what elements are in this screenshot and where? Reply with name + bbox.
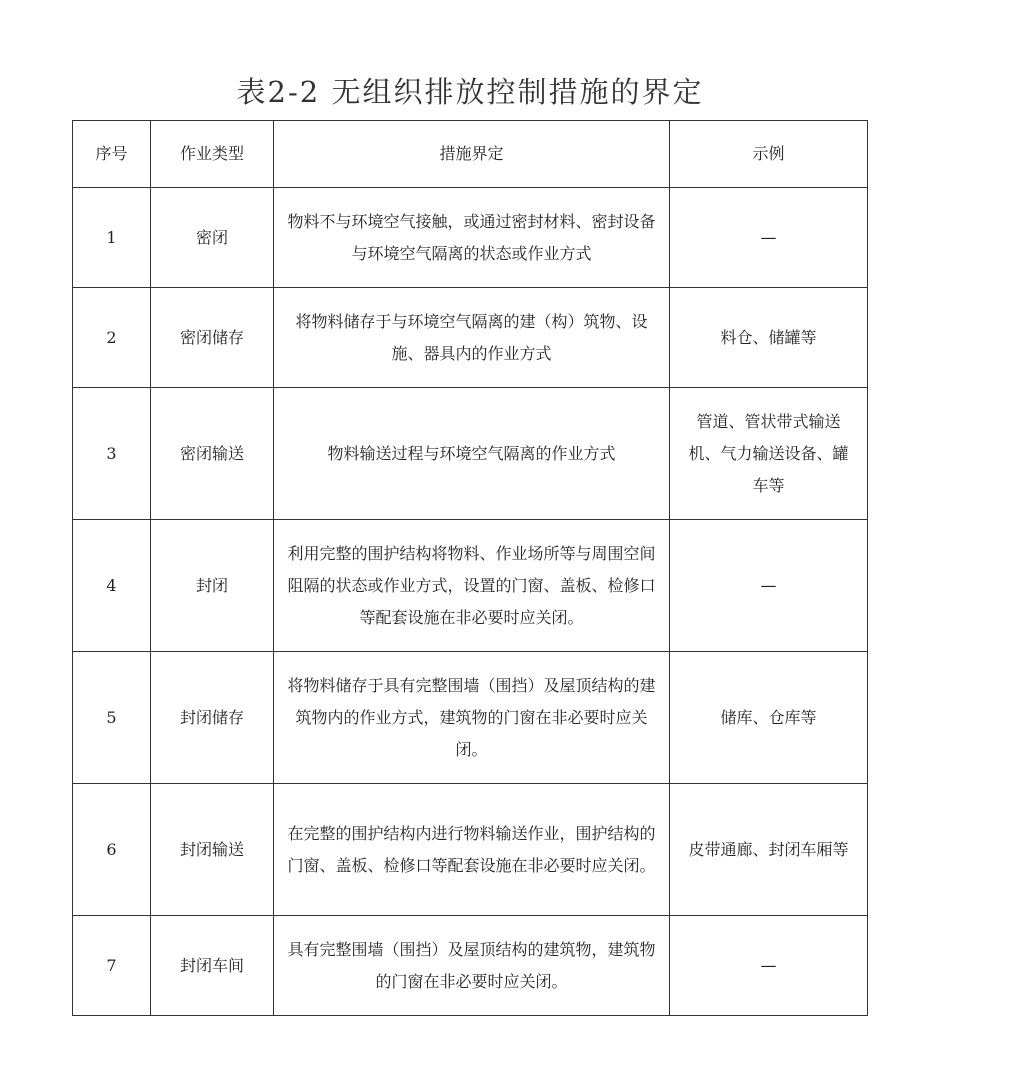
table-row [73,388,868,520]
row-measure-definition: 利用完整的围护结构将物料、作业场所等与周围空间阻隔的状态或作业方式，设置的门窗、盖板、检修口等配套设施在非必要时应关闭。 [274,520,670,652]
header-operation-type: 作业类型 [151,121,274,188]
table-row [73,188,868,288]
table-row [73,288,868,388]
row-example: 皮带通廊、封闭车厢等 [670,784,868,916]
header-example: 示例 [670,121,868,188]
table-row [73,652,868,784]
row-operation-type: 封闭车间 [151,916,274,1016]
row-measure-definition: 在完整的围护结构内进行物料输送作业，围护结构的门窗、盖板、检修口等配套设施在非必要时应关闭。 [274,784,670,916]
header-measure-definition: 措施界定 [274,121,670,188]
row-example: — [670,188,868,288]
row-number: 2 [73,288,151,388]
row-example: 管道、管状带式输送机、气力输送设备、罐车等 [670,388,868,520]
row-number: 7 [73,916,151,1016]
header-number: 序号 [73,121,151,188]
row-example: — [670,916,868,1016]
row-example: 储库、仓库等 [670,652,868,784]
row-number: 6 [73,784,151,916]
row-example: 料仓、储罐等 [670,288,868,388]
row-measure-definition: 将物料储存于具有完整围墙（围挡）及屋顶结构的建筑物内的作业方式，建筑物的门窗在非必要时应关闭。 [274,652,670,784]
row-operation-type: 封闭输送 [151,784,274,916]
row-operation-type: 封闭储存 [151,652,274,784]
row-number: 5 [73,652,151,784]
control-measures-table [72,120,868,1016]
table-title: 表2-2 无组织排放控制措施的界定 [236,75,704,109]
table-header-row [73,121,868,188]
row-example: — [670,520,868,652]
row-operation-type: 密闭输送 [151,388,274,520]
row-measure-definition: 具有完整围墙（围挡）及屋顶结构的建筑物，建筑物的门窗在非必要时应关闭。 [274,916,670,1016]
row-operation-type: 密闭储存 [151,288,274,388]
row-measure-definition: 物料不与环境空气接触，或通过密封材料、密封设备与环境空气隔离的状态或作业方式 [274,188,670,288]
row-operation-type: 密闭 [151,188,274,288]
row-number: 4 [73,520,151,652]
table-row [73,916,868,1016]
table-row [73,520,868,652]
row-operation-type: 封闭 [151,520,274,652]
row-measure-definition: 将物料储存于与环境空气隔离的建（构）筑物、设施、器具内的作业方式 [274,288,670,388]
row-measure-definition: 物料输送过程与环境空气隔离的作业方式 [274,388,670,520]
row-number: 3 [73,388,151,520]
table-row [73,784,868,916]
row-number: 1 [73,188,151,288]
